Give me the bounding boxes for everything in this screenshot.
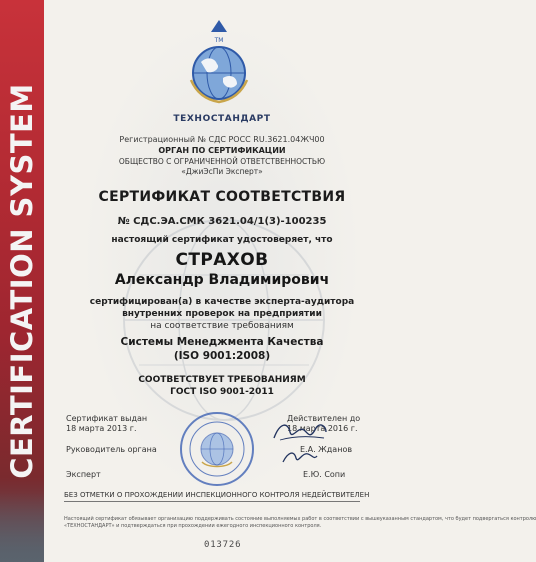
organization-line-1: ОБЩЕСТВО С ОГРАНИЧЕННОЙ ОТВЕТСТВЕННОСТЬЮ [118,157,326,166]
side-stripe [0,0,44,562]
inspection-note: БЕЗ ОТМЕТКИ О ПРОХОЖДЕНИИ ИНСПЕКЦИОННОГО КОНТРОЛЯ НЕДЕЙСТВИТЕЛЕН [64,491,370,499]
valid-until-label: Действителен до [287,414,361,423]
valid-until-date: 18 марта 2016 г. [287,424,358,433]
organ-heading: ОРГАН ПО СЕРТИФИКАЦИИ [158,146,286,155]
standard-code: (ISO 9001:2008) [173,350,271,362]
logo-tm-label: ТМ [214,37,224,44]
technostandard-logo-icon [187,18,251,110]
standard-name: Системы Менеджмента Качества [120,336,324,348]
logo-caption: ТЕХНОСТАНДАРТ [173,114,271,124]
certificate-title: СЕРТИФИКАТ СООТВЕТСТВИЯ [98,189,346,205]
holder-surname: СТРАХОВ [175,250,269,270]
certified-line-1: сертифицирован(а) в качестве эксперта-аудитора [89,297,355,307]
expert-name: Е.Ю. Сопи [303,470,346,479]
attest-statement: настоящий сертификат удостоверяет, что [111,235,333,245]
certified-line-2: внутренних проверок на предприятии [122,309,322,319]
serial-number: 013726 [204,540,242,550]
footer-divider [64,501,360,502]
expert-label: Эксперт [66,470,101,479]
side-stripe-label: CERTIFICATION SYSTEM [5,83,39,479]
head-label: Руководитель органа [66,445,157,454]
holder-name: Александр Владимирович [114,272,330,288]
seal-stamp-icon [178,410,256,488]
fine-print-line-1: Настоящий сертификат обязывает организацию поддерживать состояние выполняемых работ в соответствии с вышеуказанным стандартом, что будет подвергаться контролю [64,516,536,522]
issued-label: Сертификат выдан [66,414,148,423]
side-stripe-fade [0,492,44,562]
registration-number: Регистрационный № СДС РОСС RU.3621.04ЖЧ00 [119,135,325,144]
issued-date: 18 марта 2013 г. [66,424,137,433]
head-signature-icon [270,418,330,446]
complies-heading: СООТВЕТСТВУЕТ ТРЕБОВАНИЯМ [138,375,306,385]
accordance-line: на соответствие требованиям [150,321,294,331]
organization-line-2: «ДжиЭсПи Эксперт» [181,167,263,176]
gost-standard: ГОСТ ISO 9001-2011 [170,387,274,397]
certificate-number: № СДС.ЭА.СМК 3621.04/1(3)-100235 [117,216,327,227]
head-name: Е.А. Жданов [300,445,353,454]
fine-print-line-2: «ТЕХНОСТАНДАРТ» и подтверждаться при прохождении ежегодного инспекционного контроля. [64,523,322,529]
